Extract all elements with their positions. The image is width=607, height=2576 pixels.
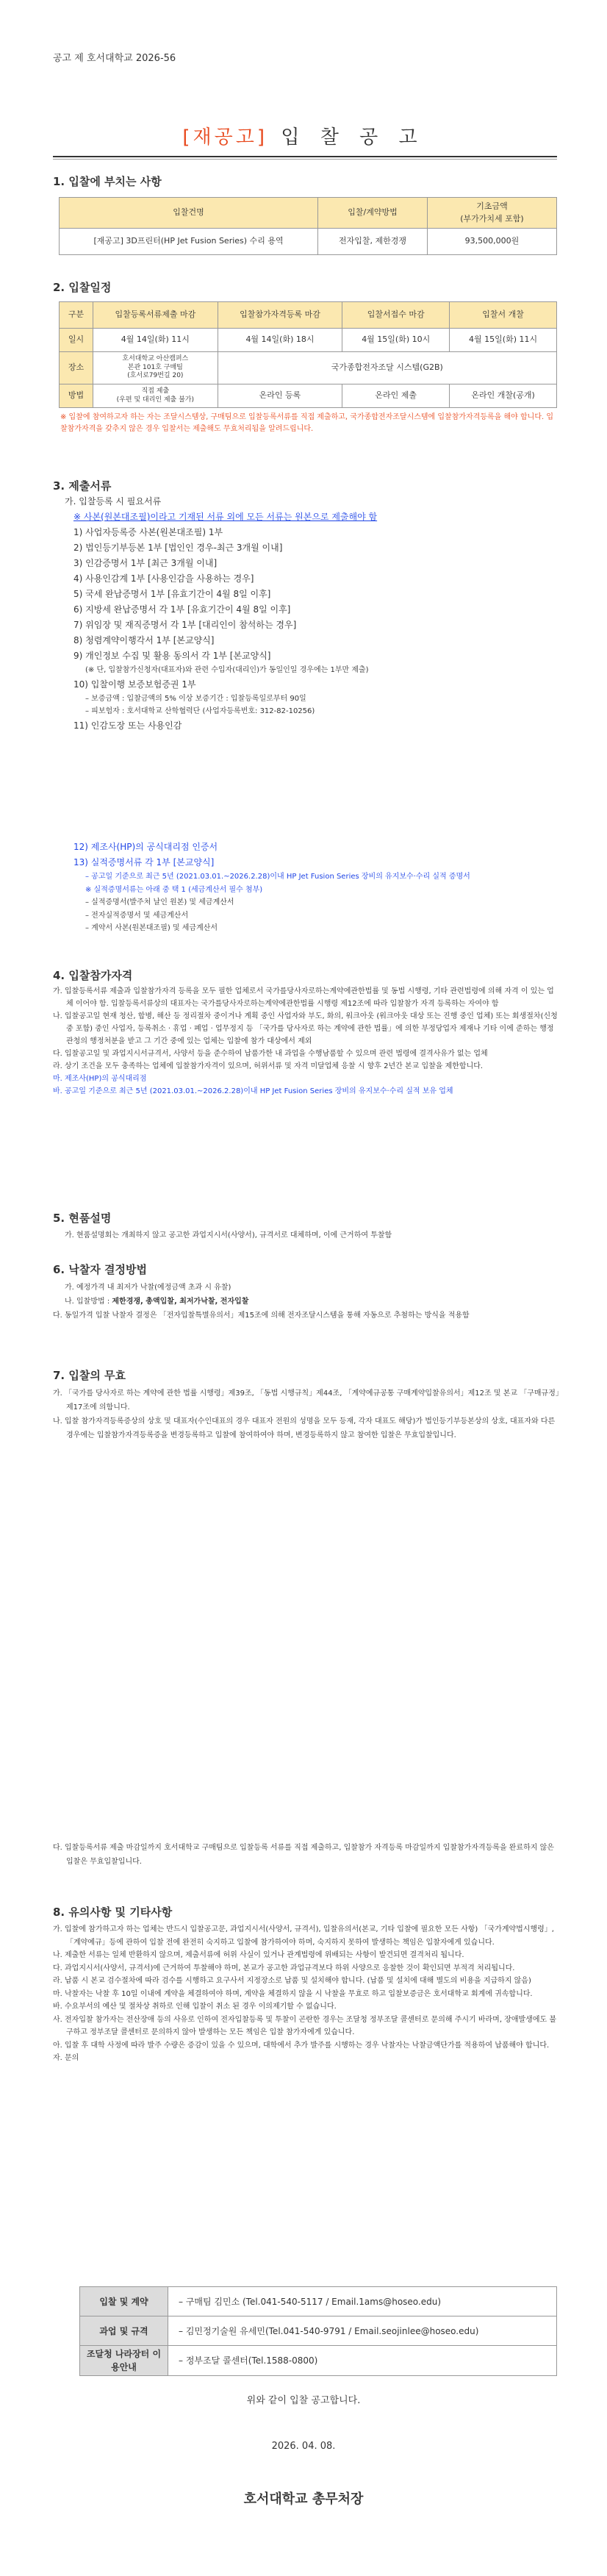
schedule-header-opening: 입찰서 개찰	[450, 302, 557, 329]
eligibility-item: 다. 입찰공고일 및 과업지시서규격서, 사양서 등을 준수하여 납품가한 내 과업을 수행남품할 수 있으며 관련 법령에 결격사유가 없는 업체	[53, 1050, 488, 1058]
invalid-bids-cont	[53, 1841, 560, 1869]
document-item-detail: – 전자실적증명서 및 세금계산서	[85, 911, 189, 920]
invalid-bid-item: 다. 입찰등록서류 제출 마감일까지 호서대학교 구매팀으로 입찰등록 서류를 직접 제출하고, 입찰참가 자격등록 마감일까지 입찰참가자격등록을 완료하지 않은 입찰은 무효입찰입니다.	[53, 1844, 554, 1866]
section-8-heading: 8. 유의사항 및 기타사항	[53, 1906, 173, 1919]
product-explanation	[53, 1229, 560, 1242]
document-item: 6) 지방세 완납증명서 각 1부 [유효기간이 4월 8일 이후]	[73, 604, 291, 615]
award-method-item	[53, 1295, 560, 1309]
document-item: 10) 입찰이행 보증보험증권 1부	[73, 679, 196, 690]
schedule-method-doc: 직접 제출 (우편 및 대리인 제출 불가)	[93, 384, 218, 408]
eligibility-item: 마. 제조사(HP)의 공식대리점	[53, 1075, 147, 1083]
title-tag: [재공고]	[182, 126, 268, 149]
bid-item-header-price: 기초금액 (부가가치세 포함)	[427, 198, 556, 229]
product-explanation-text: 가. 현품설명회는 개최하지 않고 공고한 과업지시서(사양서), 규격서로 대체하며, 이에 근거하여 투찰함	[65, 1231, 392, 1239]
bid-item-header-name: 입찰건명	[60, 198, 318, 229]
schedule-date-open: 4월 15일(화) 11시	[450, 329, 557, 352]
schedule-place-online: 국가종합전자조달 시스템(G2B)	[218, 352, 556, 384]
bid-item-method: 전자입찰, 제한경쟁	[318, 229, 428, 255]
document-item-detail: – 공고일 기준으로 최근 5년 (2021.03.01.~2026.2.28)이내 HP Jet Fusion Series 장비의 유지보수·수리 실적 증명서	[85, 873, 470, 881]
contact-value: – 구매팀 김민소 (Tel.041-540-5117 / Email.1ams@hoseo.edu)	[168, 2287, 557, 2316]
document-item-detail: ※ 실적증명서류는 아래 중 택 1 (세금계산서 필수 첨부)	[85, 885, 263, 894]
bid-item-header-method: 입찰/계약방법	[318, 198, 428, 229]
section-6-heading: 6. 낙찰자 결정방법	[53, 1263, 148, 1276]
required-documents	[53, 494, 560, 734]
schedule-date-doc: 4월 14일(화) 11시	[93, 329, 218, 352]
contact-value: – 정부조달 콜센터(Tel.1588-0800)	[168, 2346, 557, 2376]
section-2-heading: 2. 입찰일정	[53, 281, 112, 294]
note-item: 사. 전자입찰 참가자는 전산장애 등의 사유로 인하여 전자입찰등록 및 투찰이 곤란한 경우는 조달청 정부조달 콜센터로 문의해 주시기 바라며, 장애발생에도 불구하고 정부조달 콜센터로 문의하지 않아 발생하는 모든 책임은 입찰 참가자에게 있습니다.	[53, 2015, 556, 2036]
page-title	[0, 124, 607, 152]
note-item: 바. 수요부서의 예산 및 절차상 취하로 인해 입찰이 취소 된 경우 이의제기할 수 없습니다.	[53, 2003, 337, 2011]
eligibility-item: 바. 공고일 기준으로 최근 5년 (2021.03.01.~2026.2.28)이내 HP Jet Fusion Series 장비의 유지보수·수리 실적 보유 업체	[53, 1087, 453, 1095]
note-item: 가. 입찰에 참가하고자 하는 업체는 반드시 입찰공고문, 과업지시서(사양서, 규격서), 입찰유의서(본교, 기타 입찰에 필요한 모든 사항) 「국가계약법시행령」,「계약예규」등에 관하여 입찰 전에 완전히 숙지하고 입찰에 참가하여야 하며, 숙지하지 못하여 발생하는 책임은 입찰자에게 있습니다.	[53, 1925, 554, 1947]
schedule-method-open: 온라인 개찰(공개)	[450, 384, 557, 408]
note-item: 다. 과업지시서(사양서, 규격서)에 근거하여 투찰해야 하며, 본교가 공고한 과업규격보다 하위 사양으로 응찰한 것이 확인되면 부적격 처리됩니다.	[53, 1964, 515, 1972]
closing-statement: 위와 같이 입찰 공고합니다.	[246, 2395, 361, 2406]
schedule-header-kind: 구분	[60, 302, 93, 329]
documents-subheading: 가. 입찰등록 시 필요서류	[65, 496, 162, 507]
note-item: 나. 제출한 서류는 일체 반환하지 않으며, 제출서류에 허위 사실이 있거나 관계법령에 위배되는 사항이 발견되면 결격처리 됩니다.	[53, 1951, 464, 1959]
note-item: 라. 납품 시 본교 검수절차에 따라 검수를 시행하고 요구사서 지정장소로 납품 및 설치해야 합니다. (납품 및 설치에 대해 별도의 비용을 지급하지 않음)	[53, 1977, 531, 1985]
document-item: 5) 국세 완납증명서 1부 [유효기간이 4월 8일 이후]	[73, 589, 271, 599]
invalid-bid-item: 나. 입찰 참가자격등록증상의 상호 및 대표자(수인대표의 경우 대표자 전원의 성명을 모두 등재, 각자 대표도 해당)가 법인등기부등본상의 상호, 대표자와 다른 경우에는 입찰참가자격등록증을 변경등록하고 입찰에 참여하여야 하며, 변경등록하지 않고 참여한 입찰은 무효입찰입니다.	[53, 1417, 556, 1439]
document-item: 11) 인감도장 또는 사용인감	[73, 720, 182, 731]
schedule-row-place-label: 장소	[60, 352, 93, 384]
eligibility-item: 나. 입찰공고일 현재 청산, 합병, 해산 등 정리절차 중이거나 계획 중인 사업자와 부도, 화의, 워크아웃 (워크아웃 대상 또는 진행 중인 업체) 또는 회생절차(신청 중 포함) 중인 사업자, 등록취소 · 휴업 · 폐업 · 업무정지 등 「국가를 당사자로 하는 계약에 관한 법률」에 의한 부정당업자 제재나 기타 이에 준하는 행정관청의 행정처분을 받고 그 기간 중에 있는 업체는 입찰에 참가 대상에서 제외	[53, 1012, 558, 1045]
document-item: 13) 실적증명서류 각 1부 [본교양식]	[73, 857, 215, 867]
document-item: 3) 인감증명서 1부 [최근 3개월 이내]	[73, 558, 218, 568]
document-item-detail: – 피보험자 : 호서대학교 산학협력단 (사업자등록번호: 312-82-10256)	[85, 707, 315, 715]
schedule-row-date-label: 일시	[60, 329, 93, 352]
document-item-note: (※ 단, 입찰참가신청자(대표자)와 관련 수입자(대리인)가 동일인일 경우에는 1부만 제출)	[85, 666, 369, 674]
title-main: 입 찰 공 고	[281, 126, 425, 149]
document-item: 2) 법인등기부등본 1부 [법인인 경우-최근 3개월 이내]	[73, 543, 283, 553]
closing-signature: 호서대학교 총무처장	[243, 2491, 364, 2507]
invalid-bids	[53, 1387, 560, 1442]
document-item: 12) 제조사(HP)의 공식대리점 인증서	[73, 842, 218, 852]
schedule-method-bid: 온라인 제출	[342, 384, 450, 408]
contact-label: 과업 및 규격	[80, 2316, 168, 2346]
award-method	[53, 1281, 560, 1323]
contact-label: 입찰 및 계약	[80, 2287, 168, 2316]
section-5-heading: 5. 현품설명	[53, 1212, 112, 1225]
award-method-item: 가. 예정가격 내 최저가 낙찰(예정금액 초과 시 유찰)	[65, 1284, 231, 1292]
invalid-bid-item: 가. 「국가를 당사자로 하는 계약에 관한 법률 시행령」제39조, 「동법 시행규칙」제44조, 「계약예규공통 구매계약입찰유의서」제12조 및 본교 「구매규정」제17조에 의함니다.	[53, 1389, 559, 1412]
note-item: 아. 입찰 후 대학 사정에 따라 발주 수량은 증감이 있을 수 있으며, 대학에서 추가 발주를 시행하는 경우 낙찰자는 낙찰금액단가를 적용하여 납품해야 합니다.	[53, 2041, 550, 2050]
schedule-row-method-label: 방법	[60, 384, 93, 408]
required-documents-cont	[53, 840, 560, 935]
closing-date: 2026. 04. 08.	[271, 2441, 336, 2452]
award-method-value: 제한경쟁, 총액입찰, 최저가낙찰, 전자입찰	[112, 1298, 249, 1306]
document-item-detail: – 보증금액 : 입찰금액의 5% 이상 보증기간 : 입찰등록일로부터 90일	[85, 694, 306, 703]
schedule-header-doc-deadline: 입찰등록서류제출 마감	[93, 302, 218, 329]
section-1-heading: 1. 입찰에 부치는 사항	[53, 175, 162, 188]
schedule-table	[59, 301, 557, 408]
document-item-detail: – 실적증명서(발주처 날인 원본) 및 세금계산서	[85, 898, 234, 906]
document-item: 4) 사용인감계 1부 [사용인감을 사용하는 경우]	[73, 573, 254, 584]
title-rule-secondary	[53, 159, 557, 160]
notes	[53, 1923, 560, 2065]
schedule-method-reg: 온라인 등록	[218, 384, 342, 408]
document-item-detail: – 계약서 사본(원본대조필) 및 세금계산서	[85, 924, 218, 932]
eligibility	[53, 985, 560, 1098]
document-item: 7) 위임장 및 재직증명서 각 1부 [대리인이 참석하는 경우]	[73, 620, 297, 630]
schedule-header-bid-deadline: 입찰서접수 마감	[342, 302, 450, 329]
document-item: 9) 개인정보 수집 및 활용 동의서 각 1부 [본교양식]	[73, 651, 271, 661]
section-4-heading: 4. 입찰참가자격	[53, 969, 133, 982]
note-item: 자. 문의	[53, 2054, 79, 2062]
note-item: 마. 낙찰자는 낙찰 후 10일 이내에 계약을 체결하여야 하며, 계약을 체결하지 않을 시 낙찰을 무효로 하고 입찰보증금은 호서대학교 회계에 귀속합니다.	[53, 1989, 533, 1998]
schedule-warning-note: ※ 입찰에 참여하고자 하는 자는 조달시스템상, 구매팀으로 입찰등록서류를 직접 제출하고, 국가종합전자조달시스템에 입찰참가자격등록을 해야 합니다. 입찰참가자격을 갖추지 않은 경우 입찰서는 제출해도 무효처리됨을 알려드립니다.	[60, 413, 553, 433]
schedule-date-reg: 4월 14일(화) 18시	[218, 329, 342, 352]
schedule-header-reg-deadline: 입찰참가자격등록 마감	[218, 302, 342, 329]
section-3-heading: 3. 제출서류	[53, 479, 112, 493]
award-method-label: 나. 입찰방법 :	[65, 1298, 112, 1306]
section-7-heading: 7. 입찰의 무효	[53, 1369, 126, 1382]
document-item: 1) 사업자등록증 사본(원본대조필) 1부	[73, 527, 223, 537]
contact-label: 조달청 나라장터 이용안내	[80, 2346, 168, 2376]
contact-table	[79, 2286, 557, 2376]
document-item: 8) 청렴계약이행각서 1부 [본교양식]	[73, 635, 215, 645]
bid-item-name: [재공고] 3D프린터(HP Jet Fusion Series) 수리 용역	[60, 229, 318, 255]
eligibility-item: 가. 입찰등록서류 제출과 입찰참가자격 등록을 모두 필한 업체로서 국가를당사자로하는계약에관한법률 및 동법 시행령, 기타 관련법령에 의해 자격 이 있는 업체 이어야 함. 입찰등록서류상의 대표자는 국가를당사자로하는계약에관한법률 시행령 제12조에 따라 입찰참가 자격 등록하는 자여야 함	[53, 987, 554, 1008]
schedule-place-doc: 호서대학교 아산캠퍼스 본관 101호 구매팀 (호서로79번길 20)	[93, 352, 218, 384]
documents-original-notice: ※ 사본(원본대조필)이라고 기재된 서류 외에 모든 서류는 원본으로 제출해야 함	[73, 512, 378, 522]
bid-item-price: 93,500,000원	[427, 229, 556, 255]
bid-item-table	[59, 197, 557, 255]
title-rule	[53, 156, 557, 157]
notice-number: 공고 제 호서대학교 2026-56	[53, 53, 176, 64]
contact-value: – 김민정기술원 유세민(Tel.041-540-9791 / Email.seojinlee@hoseo.edu)	[168, 2316, 557, 2346]
eligibility-item: 라. 상기 조건을 모두 충족하는 업체에 입찰참가자격이 있으며, 허위서류 및 자격 미달업체 응찰 시 향후 2년간 본교 입찰을 제한합니다.	[53, 1062, 484, 1070]
award-method-item: 다. 동일가격 입찰 낙찰자 결정은 「전자입찰특별유의서」제15조에 의해 전자조달시스템을 통해 자동으로 추첨하는 방식을 적용함	[53, 1312, 470, 1320]
schedule-date-bid: 4월 15일(화) 10시	[342, 329, 450, 352]
